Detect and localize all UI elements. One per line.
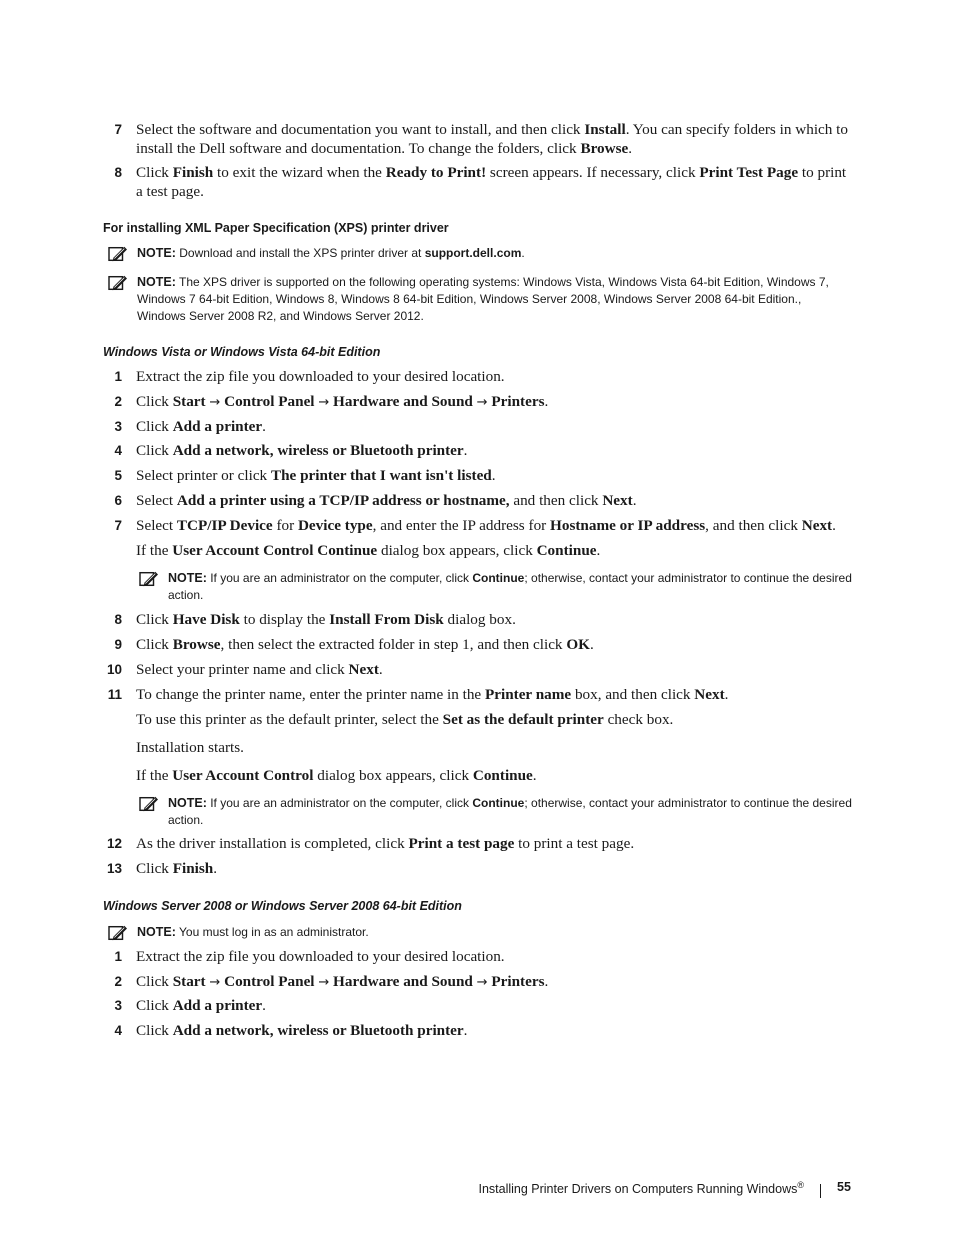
server-section-heading: Windows Server 2008 or Windows Server 2008 64-bit Edition — [103, 899, 462, 913]
step-number: 3 — [114, 998, 122, 1013]
step-text: Click Have Disk to display the Install From Disk dialog box. — [136, 611, 516, 628]
step-number: 1 — [114, 949, 122, 964]
note-admin-continue — [138, 570, 854, 606]
footer-separator — [820, 1184, 821, 1198]
step-text: Click Add a network, wireless or Bluetooth printer. — [136, 1022, 468, 1039]
note-text: NOTE: If you are an administrator on the computer, click Continue; otherwise, contact your administrator to continue the desired action. — [168, 796, 852, 827]
footer-title: Installing Printer Drivers on Computers Running Windows® — [478, 1180, 804, 1197]
step-number: 8 — [114, 165, 122, 180]
step-text: Select TCP/IP Device for Device type, and enter the IP address for Hostname or IP address, and then click Next. — [136, 517, 836, 534]
note-admin-continue-2 — [138, 795, 854, 831]
step-number: 8 — [114, 612, 122, 627]
note-pencil-icon — [107, 274, 129, 292]
step-text: Select your printer name and click Next. — [136, 661, 383, 678]
step-text: As the driver installation is completed, click Print a test page to print a test page. — [136, 835, 635, 852]
step-number: 5 — [114, 468, 122, 483]
arrow-glyph: → — [318, 975, 330, 990]
note-text: NOTE: If you are an administrator on the computer, click Continue; otherwise, contact your administrator to continue the desired action. — [168, 571, 852, 602]
step-number: 3 — [114, 419, 122, 434]
step-number: 13 — [106, 861, 122, 876]
step-text: Click Finish to exit the wizard when the Ready to Print! screen appears. If necessary, click Print Test Page to print a test page. — [136, 164, 847, 200]
step-text: Select the software and documentation you want to install, and then click Install. You can specify folders in which to install the Dell software and documentation. To change the folders, click Browse. — [136, 121, 848, 157]
note-pencil-icon — [107, 245, 129, 263]
step-text: Click Finish. — [136, 860, 218, 877]
step-number: 4 — [114, 1023, 122, 1038]
step-number: 6 — [114, 493, 122, 508]
arrow-glyph: → — [476, 395, 488, 410]
vista-section-heading: Windows Vista or Windows Vista 64-bit Edition — [103, 345, 381, 359]
step-text: Click Browse, then select the extracted folder in step 1, and then click OK. — [136, 636, 594, 653]
arrow-glyph: → — [209, 395, 221, 410]
note-text: NOTE: You must log in as an administrator. — [137, 925, 369, 939]
step-number: 12 — [106, 836, 122, 851]
step-text: Click Start → Control Panel → Hardware and Sound → Printers. — [136, 393, 549, 410]
step-text: Click Add a network, wireless or Bluetooth printer. — [136, 442, 468, 459]
step-number: 10 — [106, 662, 122, 677]
note-pencil-icon — [107, 924, 129, 942]
arrow-glyph: → — [318, 395, 330, 410]
step-text: Click Start → Control Panel → Hardware and Sound → Printers. — [136, 973, 549, 990]
step-number: 7 — [114, 518, 122, 533]
registered-mark: ® — [797, 1180, 804, 1190]
step-number: 7 — [114, 122, 122, 137]
note-pencil-icon — [138, 570, 160, 588]
step-number: 4 — [114, 443, 122, 458]
page-number: 55 — [837, 1180, 851, 1194]
step-text: Click Add a printer. — [136, 418, 266, 435]
arrow-glyph: → — [209, 975, 221, 990]
step-number: 9 — [114, 637, 122, 652]
note-supported-os — [107, 274, 857, 328]
step-number: 2 — [114, 394, 122, 409]
step-number: 1 — [114, 369, 122, 384]
step-number: 11 — [107, 687, 122, 702]
step-text: To change the printer name, enter the printer name in the Printer name box, and then click Next. — [136, 686, 729, 703]
note-text: NOTE: The XPS driver is supported on the following operating systems: Windows Vista, Windows Vista 64-bit Edition, Windows 7, Windows 7 64-bit Edition, Windows 8, Windows 8 64-bit Edition, Windows Server 2008, Windows Server 2008 64-bit Edition., Windows Server 2008 R2, and Windows Server 2012. — [137, 275, 829, 323]
arrow-glyph: → — [476, 975, 488, 990]
note-pencil-icon — [138, 795, 160, 813]
note-text: NOTE: Download and install the XPS printer driver at support.dell.com. — [137, 246, 525, 260]
vista-step-11-starts: Installation starts. — [136, 739, 244, 756]
step-text: Extract the zip file you downloaded to your desired location. — [136, 948, 505, 965]
vista-step-11-default: To use this printer as the default printer, select the Set as the default printer check box. — [136, 711, 674, 728]
step-text: Select printer or click The printer that I want isn't listed. — [136, 467, 496, 484]
step-text: Select Add a printer using a TCP/IP address or hostname, and then click Next. — [136, 492, 637, 509]
vista-step-7-uac: If the User Account Control Continue dialog box appears, click Continue. — [136, 542, 601, 559]
note-download — [107, 245, 857, 265]
xps-section-heading: For installing XML Paper Specification (XPS) printer driver — [103, 221, 449, 235]
vista-step-11-uac: If the User Account Control dialog box appears, click Continue. — [136, 767, 537, 784]
note-login-admin — [107, 924, 857, 944]
step-text: Click Add a printer. — [136, 997, 266, 1014]
step-number: 2 — [114, 974, 122, 989]
step-text: Extract the zip file you downloaded to your desired location. — [136, 368, 505, 385]
